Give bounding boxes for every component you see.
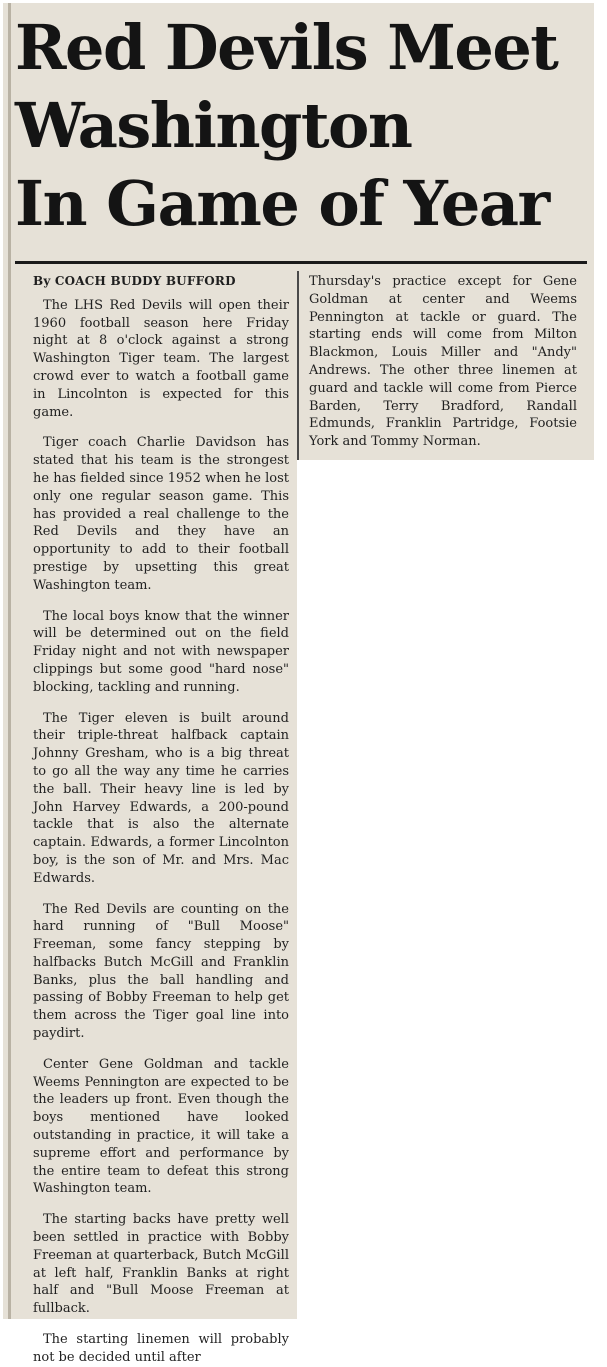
article-paragraph: The LHS Red Devils will open their 1960 football season here Friday night at 8 o'clock against a strong Washington Tiger team. The largest crowd ever to watch a football game in Lincolnton is expected for this game.	[33, 297, 289, 420]
blank-background	[297, 460, 607, 1330]
headline-line-1: Red Devils Meet	[15, 11, 558, 84]
headline-line-3: In Game of Year	[15, 167, 549, 240]
clipping-edge	[8, 3, 11, 1319]
headline-rule	[15, 261, 587, 264]
article-paragraph-continued: Thursday's practice except for Gene Goldman at center and Weems Pennington at tackle or guard. The starting ends will come from Milton Blackmon, Louis Miller and "Andy" Andrews. The other three linemen at guard and tackle will come from Pierce Barden, Terry Bradford, Randall Edmunds, Franklin Partridge, Footsie York and Tommy Norman.	[309, 274, 577, 450]
article-column-1	[33, 273, 289, 1367]
article-paragraph: The starting backs have pretty well been settled in practice with Bobby Freeman at quarterback, Butch McGill at left half, Franklin Banks at right half and "Bull Moose Freeman at fullback.	[33, 1212, 289, 1317]
article-paragraph: The Red Devils are counting on the hard running of "Bull Moose" Freeman, some fancy stepping by halfbacks Butch McGill and Franklin Banks, plus the ball handling and passing of Bobby Freeman to help get them across the Tiger goal line into paydirt.	[33, 901, 289, 1042]
article-paragraph: The Tiger eleven is built around their triple-threat halfback captain Johnny Gresham, who is a big threat to go all the way any time he carries the ball. Their heavy line is led by John Harvey Edwards, a 200-pound tackle that is also the alternate captain. Edwards, a former Lincolnton boy, is the son of Mr. and Mrs. Mac Edwards.	[33, 710, 289, 886]
headline-line-2: Washington	[15, 89, 412, 162]
article-paragraph: The starting linemen will probably not be decided until after	[33, 1332, 289, 1365]
article-column-2	[309, 273, 577, 451]
article-paragraph: Center Gene Goldman and tackle Weems Pennington are expected to be the leaders up front. Even though the boys mentioned have looked outstanding in practice, it will take a supreme effort and performance by the entire team to defeat this strong Washington team.	[33, 1056, 289, 1197]
headline	[15, 9, 587, 243]
article-paragraph: The local boys know that the winner will be determined out on the field Friday night and not with newspaper clippings but some good "hard nose" blocking, tackling and running.	[33, 608, 289, 695]
article-paragraph: Tiger coach Charlie Davidson has stated that his team is the strongest he has fielded since 1952 when he lost only one regular season game. This has provided a real challenge to the Red Devils and they have an opportunity to add to their football prestige by upsetting this great Washington team.	[33, 435, 289, 593]
byline: By COACH BUDDY BUFFORD	[33, 274, 236, 288]
